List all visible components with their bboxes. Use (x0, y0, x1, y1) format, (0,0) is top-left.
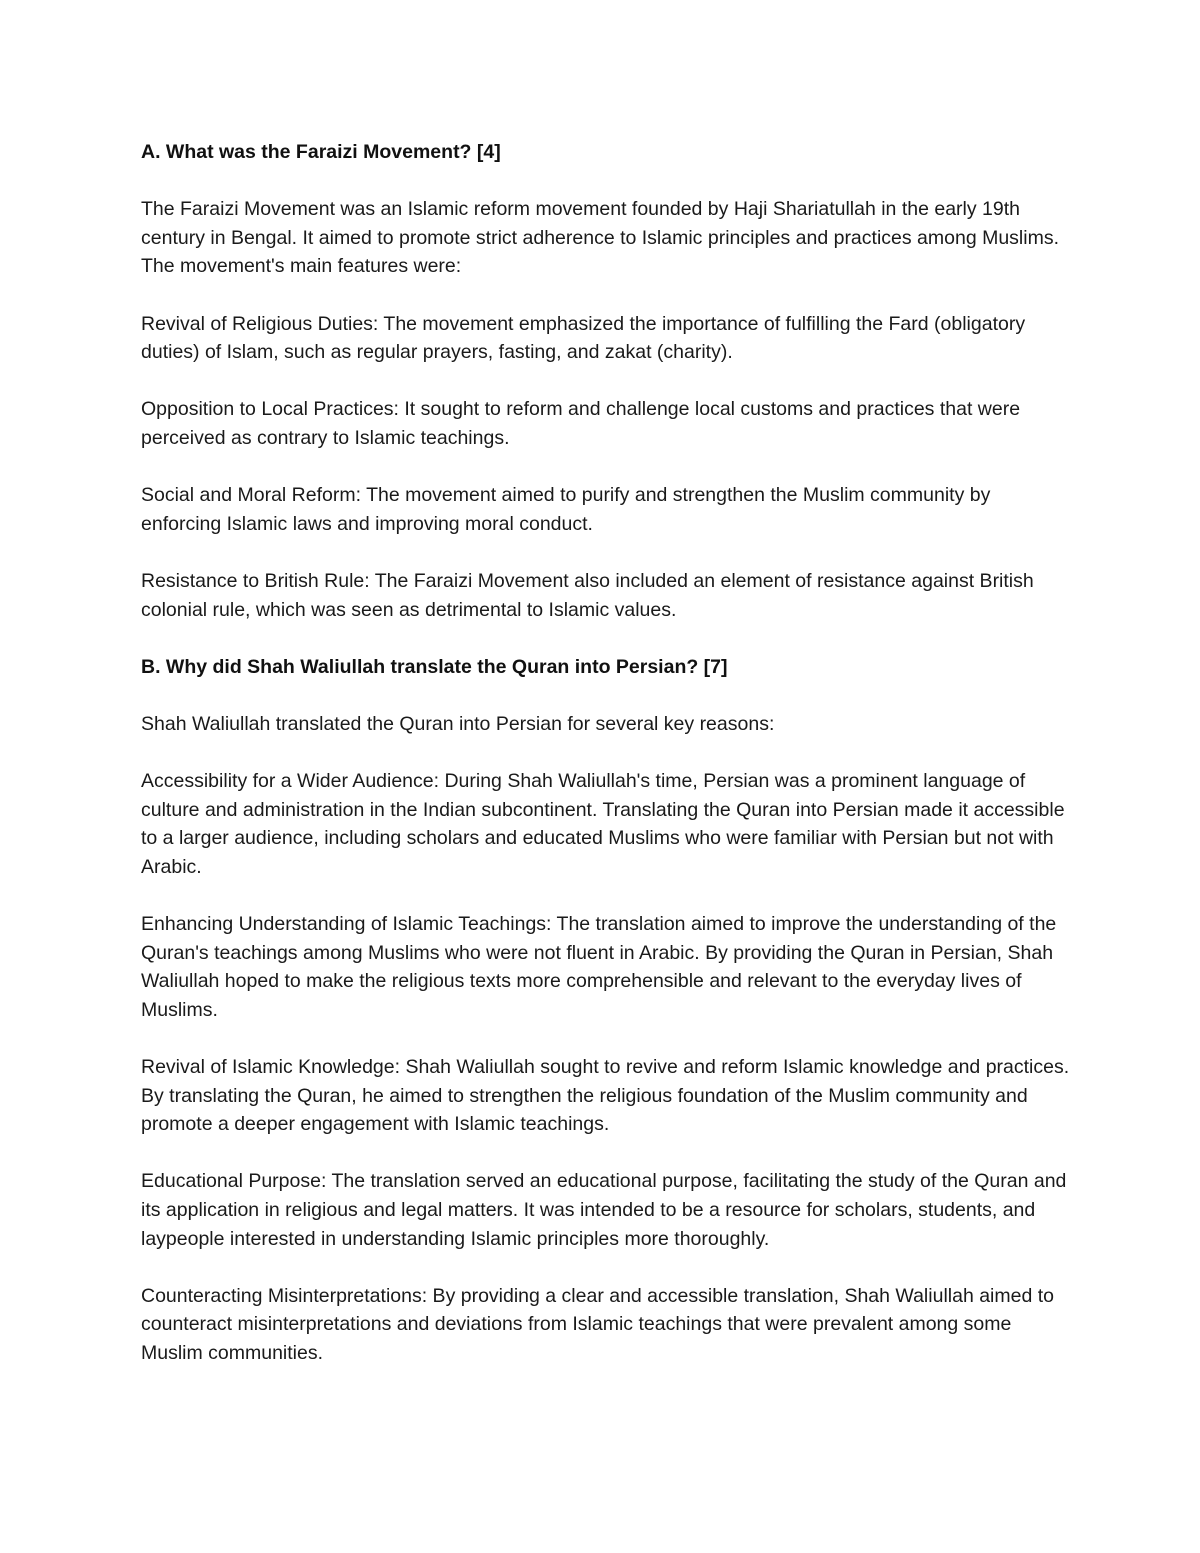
section-b-point-4: Educational Purpose: The translation served an educational purpose, facilitating the study of the Quran and its application in religious and legal matters. It was intended to be a resource for scholars, students, and laypeople interested in understanding Islamic principles more thoroughly. (141, 1170, 1067, 1250)
section-b-heading: B. Why did Shah Waliullah translate the Quran into Persian? [7] (141, 655, 728, 678)
section-a-point-3: Social and Moral Reform: The movement aimed to purify and strengthen the Muslim community by enforcing Islamic laws and improving moral conduct. (141, 484, 991, 535)
spacer (141, 167, 1071, 196)
section-b-point-2: Enhancing Understanding of Islamic Teachings: The translation aimed to improve the understanding of the Quran's teachings among Muslims who were not fluent in Arabic. By providing the Quran in Persian, Shah Waliullah hoped to make the religious texts more comprehensible and relevant to the everyday lives of Muslims. (141, 913, 1057, 1021)
spacer (141, 1024, 1071, 1053)
spacer (141, 624, 1071, 653)
section-a-point-4: Resistance to British Rule: The Faraizi Movement also included an element of resistance against British colonial rule, which was seen as detrimental to Islamic values. (141, 569, 1034, 621)
spacer (141, 1139, 1071, 1168)
spacer (141, 738, 1071, 767)
spacer (141, 281, 1071, 310)
section-b-point-3: Revival of Islamic Knowledge: Shah Waliullah sought to revive and reform Islamic knowledge and practices. By translating the Quran, he aimed to strengthen the religious foundation of the Muslim community and promote a deeper engagement with Islamic teachings. (141, 1056, 1070, 1136)
section-a-heading: A. What was the Faraizi Movement? [4] (141, 141, 501, 163)
section-b-point-5: Counteracting Misinterpretations: By providing a clear and accessible translation, Shah Waliullah aimed to counteract misinterpretations and deviations from Islamic teachings that were prevalent among some Muslim communities. (141, 1284, 1055, 1364)
section-b-intro: Shah Waliullah translated the Quran into Persian for several key reasons: (141, 712, 775, 735)
section-a-intro: The Faraizi Movement was an Islamic reform movement founded by Haji Shariatullah in the early 19th century in Bengal. It aimed to promote strict adherence to Islamic principles and practices among Muslims. The movement's main features were: (141, 198, 1059, 278)
spacer (141, 367, 1071, 396)
spacer (141, 453, 1071, 482)
document-page (141, 138, 1071, 1368)
spacer (141, 881, 1071, 910)
spacer (141, 1253, 1071, 1282)
section-a-point-1: Revival of Religious Duties: The movement emphasized the importance of fulfilling the Fard (obligatory duties) of Islam, such as regular prayers, fasting, and zakat (charity). (141, 312, 1026, 364)
spacer (141, 538, 1071, 567)
spacer (141, 681, 1071, 710)
section-a-point-2: Opposition to Local Practices: It sought to reform and challenge local customs and practices that were perceived as contrary to Islamic teachings. (141, 398, 1021, 449)
section-b-point-1: Accessibility for a Wider Audience: During Shah Waliullah's time, Persian was a prominent language of culture and administration in the Indian subcontinent. Translating the Quran into Persian made it accessible to a larger audience, including scholars and educated Muslims who were familiar with Persian but not with Arabic. (141, 770, 1065, 878)
